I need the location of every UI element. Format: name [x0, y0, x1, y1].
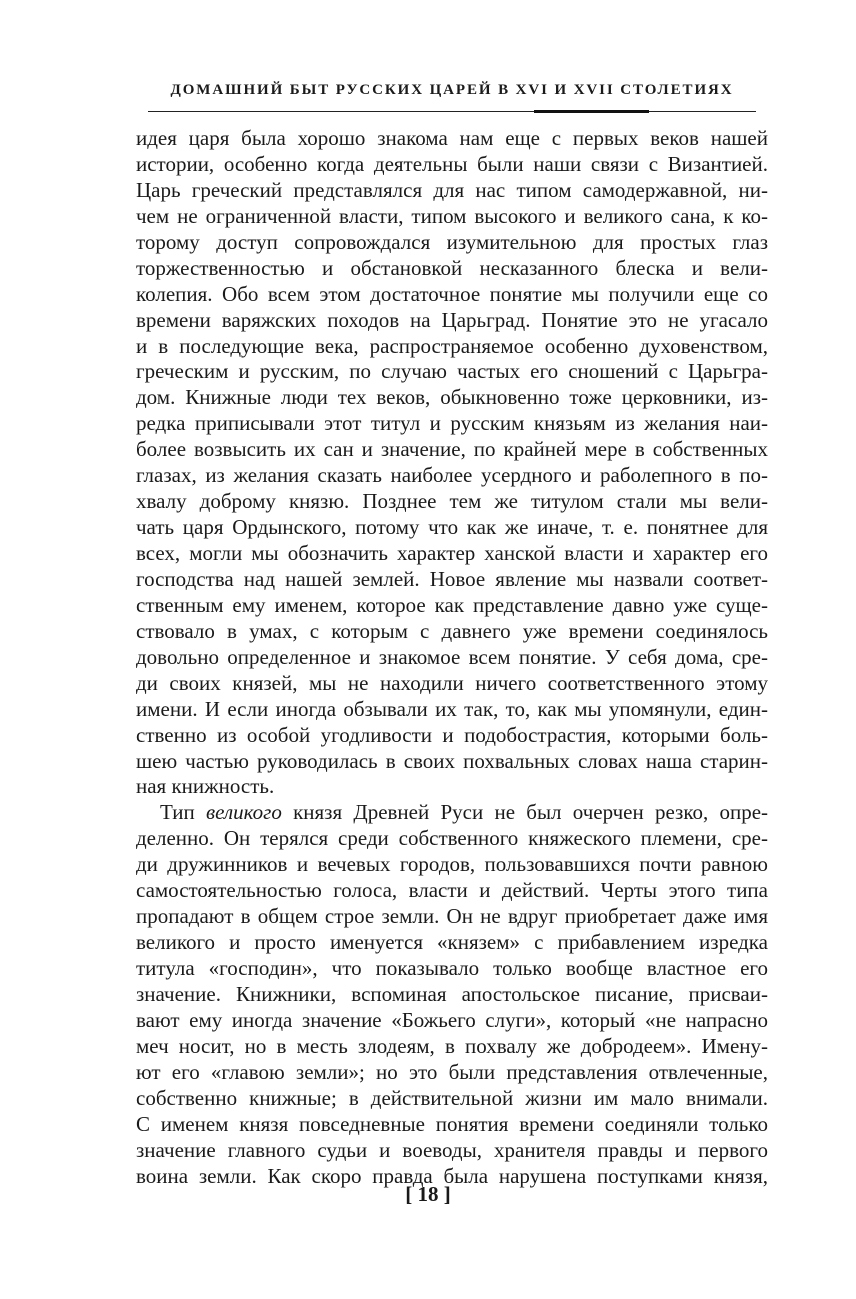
text-line: и в последующие века, распространяемое особенно духовенством, [136, 333, 768, 358]
text-line: чем не ограниченной власти, типом высокого и великого сана, к ко- [136, 203, 768, 228]
text-line: довольно определенное и знакомое всем понятие. У себя дома, сре- [136, 644, 768, 669]
header-rule-accent [534, 110, 649, 113]
text-line: пропадают в общем строе земли. Он не вдруг приобретает даже имя [136, 904, 768, 929]
text-line-first [136, 800, 768, 826]
text-line: ственно из особой угодливости и подобострастия, которыми боль- [136, 722, 768, 747]
text-line: господства над нашей землей. Новое явление мы назвали соответ- [136, 566, 768, 591]
text-line: идея царя была хорошо знакома нам еще с первых веков нашей [136, 126, 768, 150]
text-line: меч носит, но в месть злодеям, в похвалу же добродеем». Имену- [136, 1033, 768, 1058]
text-line: дом. Книжные люди тех веков, обыкновенно тоже церковники, из- [136, 385, 768, 410]
text-line: редка приписывали этот титул и русским князьям из желания наи- [136, 411, 768, 436]
paragraph-1 [136, 126, 768, 800]
text-line: шею частью руководилась в своих похвальных словах наша старин- [136, 748, 768, 773]
running-head: ДОМАШНИЙ БЫТ РУССКИХ ЦАРЕЙ В XVI И XVII СТОЛЕТИЯХ [170, 82, 734, 98]
text-run: князя Древней Руси не был очерчен резко, опре- [281, 800, 769, 825]
text-line: более возвысить их сан и значение, по крайней мере в собственных [136, 437, 768, 462]
text-line: значение главного судьи и воеводы, хранителя правды и первого [136, 1137, 768, 1162]
text-line: ди дружинников и вечевых городов, пользовавшихся почти равною [136, 852, 768, 877]
text-line: воина земли. Как скоро правда была нарушена поступками князя, [136, 1163, 768, 1188]
text-line: ствовало в умах, с которым с давнего уже времени соединялось [136, 618, 768, 643]
text-line: ственным ему именем, которое как представление давно уже суще- [136, 592, 768, 617]
text-line: ди своих князей, мы не находили ничего соответственного этому [136, 670, 768, 695]
text-line: греческим и русским, по случаю частых его сношений с Царьгра- [136, 359, 768, 384]
text-line: собственно книжные; в действительной жизни им мало внимали. [136, 1085, 768, 1110]
text-line: хвалу доброму князю. Позднее тем же титулом стали мы вели- [136, 489, 768, 514]
text-line: истории, особенно когда деятельны были наши связи с Византией. [136, 151, 768, 176]
text-line: чать царя Ордынского, потому что как же иначе, т. е. понятнее для [136, 515, 768, 540]
text-line: торжественностью и обстановкой несказанного блеска и вели- [136, 255, 768, 280]
text-line: всех, могли мы обозначить характер ханской власти и характер его [136, 541, 768, 565]
text-line: Царь греческий представлялся для нас типом самодержавной, ни- [136, 177, 768, 202]
text-line: самостоятельностью голоса, власти и действий. Черты этого типа [136, 878, 768, 903]
body-text [136, 126, 768, 1189]
page-number: [ 18 ] [405, 1182, 451, 1206]
text-line: вают ему иногда значение «Божьего слуги», который «не напрасно [136, 1007, 768, 1032]
text-line: великого и просто именуется «князем» с прибавлением изредка [136, 930, 768, 955]
text-line: торому доступ сопровождался изумительною для простых глаз [136, 229, 768, 254]
text-line: времени варяжских походов на Царьград. Понятие это не угасало [136, 307, 768, 332]
text-line: глазах, из желания сказать наиболее усердного и раболепного в по- [136, 463, 768, 488]
text-line: С именем князя повседневные понятия времени соединяли только [136, 1111, 768, 1136]
text-line: деленно. Он терялся среди собственного княжеского племени, сре- [136, 826, 768, 851]
text-line: ная книжность. [136, 774, 275, 799]
text-line: титула «господин», что показывало только вообще властное его [136, 956, 768, 980]
text-line: колепия. Обо всем этом достаточное понятие мы получили еще со [136, 281, 768, 306]
paragraph-2 [136, 800, 768, 1189]
text-run: Тип [160, 800, 207, 825]
text-line: имени. И если иногда обзывали их так, то, как мы упомянули, един- [136, 696, 768, 721]
header-rule-thin [148, 111, 756, 112]
emphasis-word: великого [206, 800, 282, 825]
text-line: ют его «главою земли»; но это были представления отвлеченные, [136, 1059, 768, 1084]
text-line: значение. Книжники, вспоминая апостольское писание, присваи- [136, 981, 768, 1006]
